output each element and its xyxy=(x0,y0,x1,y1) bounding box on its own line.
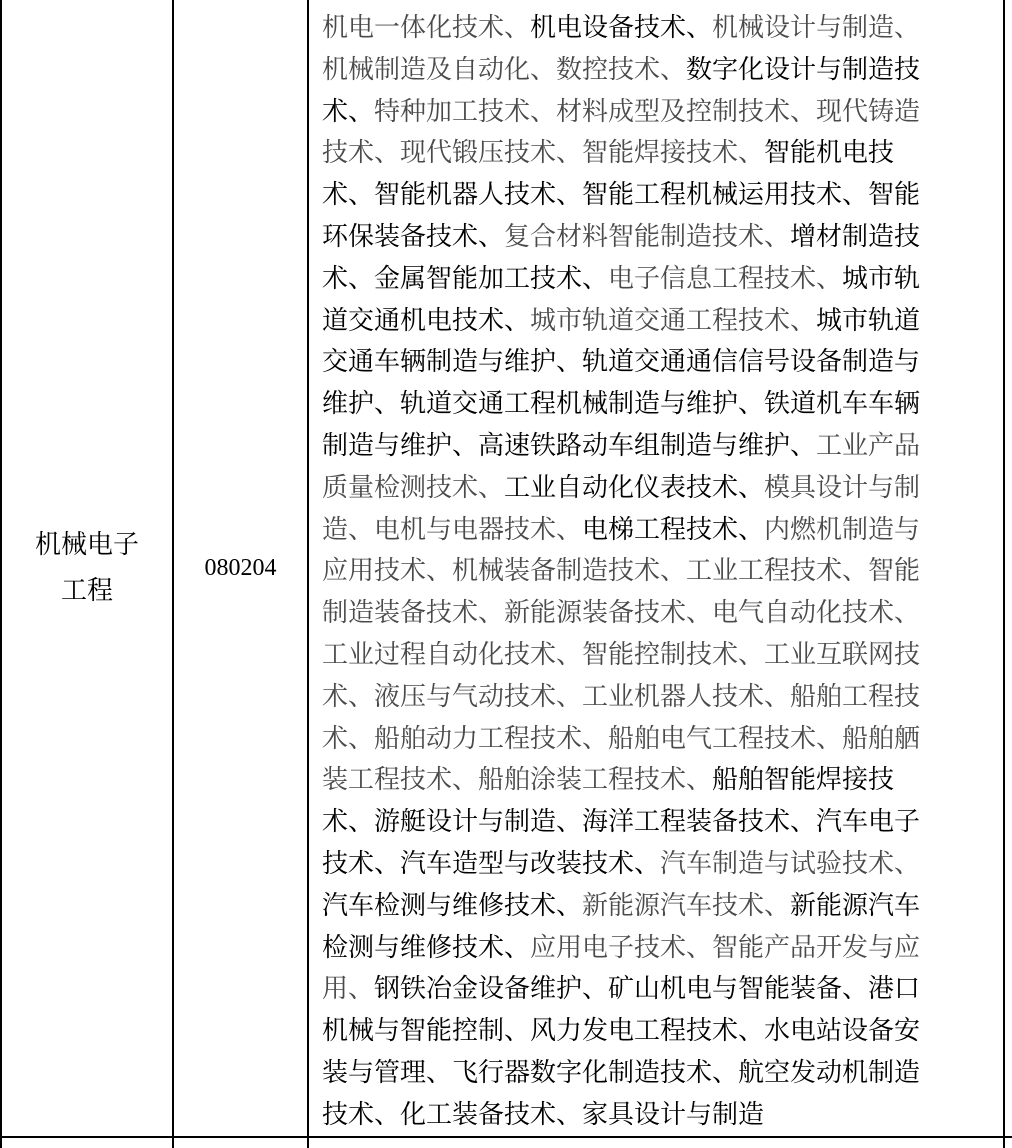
related-majors-line xyxy=(322,50,972,92)
related-majors-text: 工业产品 xyxy=(816,430,921,461)
related-majors-text: 电梯工程技术、 xyxy=(582,514,765,545)
column-divider-2 xyxy=(307,0,309,1148)
related-majors-line xyxy=(322,969,972,1011)
related-majors-line xyxy=(322,92,972,134)
related-majors-line xyxy=(322,760,972,802)
related-majors-line xyxy=(322,426,972,468)
related-majors-text: 智能机电技 xyxy=(764,138,895,169)
related-majors-line xyxy=(322,259,972,301)
related-majors-text: 城市轨道 xyxy=(816,305,921,336)
related-majors-line xyxy=(322,133,972,175)
related-majors-text: 数字化设计与制造技 xyxy=(686,54,921,85)
related-majors-text: 汽车检测与维修技术、 xyxy=(322,890,583,921)
related-majors-text: 新能源汽车 xyxy=(790,890,921,921)
related-majors-text: 质量检测技术、 xyxy=(322,472,505,503)
related-majors-text: 维护、轨道交通工程机械制造与维护、铁道机车车辆 xyxy=(322,389,921,420)
related-majors-line xyxy=(322,1095,972,1136)
related-majors-text: 术、智能机器人技术、智能工程机械运用技术、智能 xyxy=(322,180,921,211)
related-majors-text: 工业过程自动化技术、智能控制技术、工业互联网技 xyxy=(322,639,921,670)
related-majors-text: 机械设计与制造、 xyxy=(712,13,921,43)
related-majors-text: 装工程技术、船舶涂装工程技术、 xyxy=(322,765,713,796)
related-majors-text: 应用技术、机械装备制造技术、工业工程技术、智能 xyxy=(322,556,921,587)
related-majors-line xyxy=(322,1011,972,1053)
related-majors-text: 检测与维修技术、 xyxy=(322,932,531,963)
related-majors-line xyxy=(322,593,972,635)
related-majors-text: 术、 xyxy=(322,96,375,127)
related-majors-text: 技术、现代锻压技术、智能焊接技术、 xyxy=(322,138,765,169)
related-majors-line xyxy=(322,301,972,343)
row-divider-bottom xyxy=(0,1136,1012,1138)
related-majors-cell xyxy=(322,8,972,1136)
related-majors-text: 机械制造及自动化、数控技术、 xyxy=(322,54,687,85)
related-majors-text: 造、电机与电器技术、 xyxy=(322,514,583,545)
major-code: 080204 xyxy=(204,554,277,581)
related-majors-text: 交通车辆制造与维护、轨道交通通信信号设备制造与 xyxy=(322,347,921,378)
related-majors-line xyxy=(322,551,972,593)
related-majors-text: 术、游艇设计与制造、海洋工程装备技术、汽车电子 xyxy=(322,807,921,838)
related-majors-line xyxy=(322,217,972,259)
related-majors-line xyxy=(322,1053,972,1095)
related-majors-text: 环保装备技术、 xyxy=(322,221,505,252)
related-majors-line xyxy=(322,719,972,761)
related-majors-text: 特种加工技术、材料成型及控制技术、现代铸造 xyxy=(374,96,921,127)
table-border-right xyxy=(1003,0,1005,1148)
major-name: 机械电子工程 xyxy=(34,530,139,606)
related-majors-text: 术、金属智能加工技术、 xyxy=(322,263,609,294)
related-majors-text: 用、 xyxy=(322,974,375,1005)
related-majors-text: 电子信息工程技术、 xyxy=(608,263,843,294)
related-majors-text: 机电一体化技术、 xyxy=(322,13,531,43)
related-majors-text: 船舶智能焊接技 xyxy=(712,765,895,796)
related-majors-line xyxy=(322,510,972,552)
related-majors-text: 应用电子技术、智能产品开发与应 xyxy=(530,932,921,963)
related-majors-text: 技术、化工装备技术、家具设计与制造 xyxy=(322,1099,765,1130)
related-majors-text: 工业自动化仪表技术、 xyxy=(504,472,765,503)
related-majors-text: 机械与智能控制、风力发电工程技术、水电站设备安 xyxy=(322,1016,921,1047)
related-majors-line xyxy=(322,802,972,844)
related-majors-text: 内燃机制造与 xyxy=(764,514,921,545)
related-majors-text: 机电设备技术、 xyxy=(530,13,713,43)
related-majors-text: 复合材料智能制造技术、 xyxy=(504,221,791,252)
related-majors-text: 术、船舶动力工程技术、船舶电气工程技术、船舶舾 xyxy=(322,723,921,754)
related-majors-text: 新能源汽车技术、 xyxy=(582,890,791,921)
related-majors-text: 技术、汽车造型与改装技术、 xyxy=(322,848,661,879)
related-majors-text: 汽车制造与试验技术、 xyxy=(660,848,921,879)
related-majors-text: 钢铁冶金设备维护、矿山机电与智能装备、港口 xyxy=(374,974,921,1005)
related-majors-text: 城市轨 xyxy=(842,263,921,294)
related-majors-line xyxy=(322,928,972,970)
related-majors-text: 制造与维护、高速铁路动车组制造与维护、 xyxy=(322,430,817,461)
related-majors-line xyxy=(322,635,972,677)
related-majors-line xyxy=(322,886,972,928)
major-code-cell xyxy=(174,0,307,1136)
related-majors-text: 装与管理、飞行器数字化制造技术、航空发动机制造 xyxy=(322,1057,921,1088)
major-name-cell xyxy=(2,0,172,1136)
related-majors-line xyxy=(322,342,972,384)
related-majors-line xyxy=(322,175,972,217)
related-majors-text: 制造装备技术、新能源装备技术、电气自动化技术、 xyxy=(322,598,921,629)
related-majors-text: 城市轨道交通工程技术、 xyxy=(530,305,817,336)
related-majors-line xyxy=(322,677,972,719)
related-majors-line xyxy=(322,468,972,510)
related-majors-text: 术、液压与气动技术、工业机器人技术、船舶工程技 xyxy=(322,681,921,712)
related-majors-text: 模具设计与制 xyxy=(764,472,921,503)
related-majors-line xyxy=(322,844,972,886)
related-majors-text: 增材制造技 xyxy=(790,221,921,252)
related-majors-text: 道交通机电技术、 xyxy=(322,305,531,336)
related-majors-line xyxy=(322,384,972,426)
related-majors-line xyxy=(322,8,972,50)
